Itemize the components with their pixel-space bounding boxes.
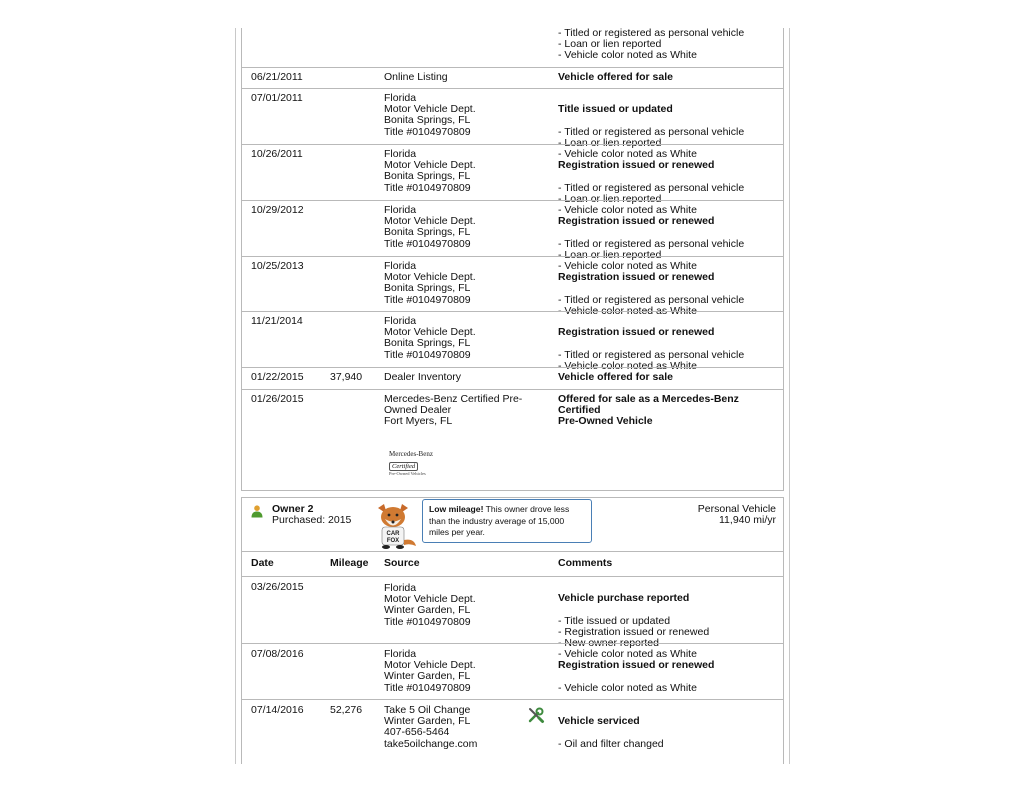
comment-title: Registration issued or renewed	[558, 326, 715, 339]
owner-purchased: Purchased: 2015	[272, 514, 352, 526]
row-date: 01/22/2015	[251, 371, 304, 383]
comment-title: Vehicle offered for sale	[558, 71, 673, 83]
comment-lines: - Title issued or updated - Registration issued or renewed - New owner reported - Vehicle color noted as White	[558, 614, 710, 661]
tooltip-text: This owner drove less than the industry average of 15,000 miles per year.	[429, 504, 570, 537]
row-source: Florida Motor Vehicle Dept. Bonita Springs, FL Title #0104970809	[384, 204, 476, 250]
history-row	[242, 28, 783, 67]
row-source: Mercedes-Benz Certified Pre- Owned Dealer Fort Myers, FL	[384, 393, 523, 428]
row-date: 11/21/2014	[251, 315, 303, 327]
fox-mascot-icon	[370, 502, 418, 550]
row-date: 01/26/2015	[251, 393, 304, 405]
history-row	[242, 367, 783, 390]
page-left-rule	[235, 28, 236, 764]
row-mileage: 52,276	[330, 704, 363, 716]
row-date: 10/26/2011	[251, 148, 303, 160]
row-comments	[558, 649, 778, 705]
usage-miles: 11,940 mi/yr	[719, 514, 776, 526]
tooltip-title: Low mileage!	[429, 504, 484, 514]
comment-title: Registration issued or renewed	[558, 659, 715, 672]
logo-sub: Pre-Owned Vehicles	[389, 471, 426, 476]
row-source: Dealer Inventory	[384, 371, 462, 383]
row-date: 07/08/2016	[251, 648, 304, 660]
comment-lines: - Titled or registered as personal vehicle - Loan or lien reported - Vehicle color noted as White	[558, 181, 745, 217]
history-row	[242, 67, 783, 89]
row-source: Florida Motor Vehicle Dept. Bonita Springs, FL Title #0104970809	[384, 92, 476, 138]
history-row	[242, 311, 783, 372]
wrench-screwdriver-icon	[527, 706, 545, 724]
row-source: Florida Motor Vehicle Dept. Winter Garden, FL Title #0104970809	[384, 582, 476, 628]
history-row	[242, 256, 783, 317]
person-icon	[251, 505, 263, 518]
logo-certified: Certified	[389, 462, 418, 471]
mercedes-certified-logo	[389, 447, 461, 476]
comment-title: Vehicle serviced	[558, 715, 640, 728]
comment-lines: - Oil and filter changed	[558, 737, 664, 750]
low-mileage-tooltip	[422, 499, 592, 543]
column-date: Date	[251, 557, 274, 569]
comment-lines: - Titled or registered as personal vehicle - Vehicle color noted as White	[558, 348, 745, 372]
comment-title: Vehicle offered for sale	[558, 371, 673, 383]
comment-title: Offered for sale as a Mercedes-Benz Certified Pre-Owned Vehicle	[558, 393, 739, 428]
row-source: Florida Motor Vehicle Dept. Bonita Springs, FL Title #0104970809	[384, 260, 476, 306]
comment-lines: - Vehicle color noted as White	[558, 681, 697, 694]
logo-brand: Mercedes-Benz	[389, 450, 433, 458]
table-header	[242, 551, 783, 577]
usage-type: Personal Vehicle	[697, 503, 776, 515]
row-source: Take 5 Oil Change Winter Garden, FL 407-656-5464 take5oilchange.com	[384, 704, 478, 750]
owner2-header	[242, 498, 783, 550]
column-mileage: Mileage	[330, 557, 369, 569]
comment-lines: - Titled or registered as personal vehicle - Loan or lien reported - Vehicle color noted as White	[558, 237, 745, 273]
row-source: Florida Motor Vehicle Dept. Bonita Springs, FL Title #0104970809	[384, 148, 476, 194]
row-date: 10/25/2013	[251, 260, 304, 272]
history-row	[242, 643, 783, 700]
row-source: Florida Motor Vehicle Dept. Bonita Springs, FL Title #0104970809	[384, 315, 476, 361]
row-date: 07/14/2016	[251, 704, 304, 716]
comment-title: Registration issued or renewed	[558, 271, 715, 284]
column-source: Source	[384, 557, 420, 569]
comment-title: Registration issued or renewed	[558, 159, 715, 172]
history-row	[242, 699, 783, 766]
comment-title: Vehicle purchase reported	[558, 592, 690, 605]
comment-lines: - Titled or registered as personal vehicle - Loan or lien reported - Vehicle color noted as White	[558, 27, 745, 62]
owner1-history-panel	[241, 28, 784, 491]
column-comments: Comments	[558, 557, 613, 569]
owner2-panel	[241, 497, 784, 764]
page-right-rule	[789, 28, 790, 764]
comment-lines: - Titled or registered as personal vehicle - Vehicle color noted as White	[558, 293, 745, 317]
comment-title: Title issued or updated	[558, 103, 673, 116]
owner-title: Owner 2	[272, 503, 314, 515]
svg-text:FOX: FOX	[386, 538, 400, 544]
row-date: 10/29/2012	[251, 204, 304, 216]
comment-lines: - Titled or registered as personal vehicle - Loan or lien reported - Vehicle color noted as White	[558, 125, 745, 161]
history-row	[242, 389, 783, 490]
comment-title: Registration issued or renewed	[558, 215, 715, 228]
svg-text:CAR: CAR	[386, 531, 400, 537]
row-date: 06/21/2011	[251, 71, 303, 83]
row-date: 07/01/2011	[251, 92, 303, 104]
row-source: Florida Motor Vehicle Dept. Winter Garden, FL Title #0104970809	[384, 648, 476, 694]
row-source: Online Listing	[384, 71, 448, 83]
row-comments	[558, 705, 778, 761]
row-date: 03/26/2015	[251, 581, 304, 593]
row-mileage: 37,940	[330, 371, 363, 383]
